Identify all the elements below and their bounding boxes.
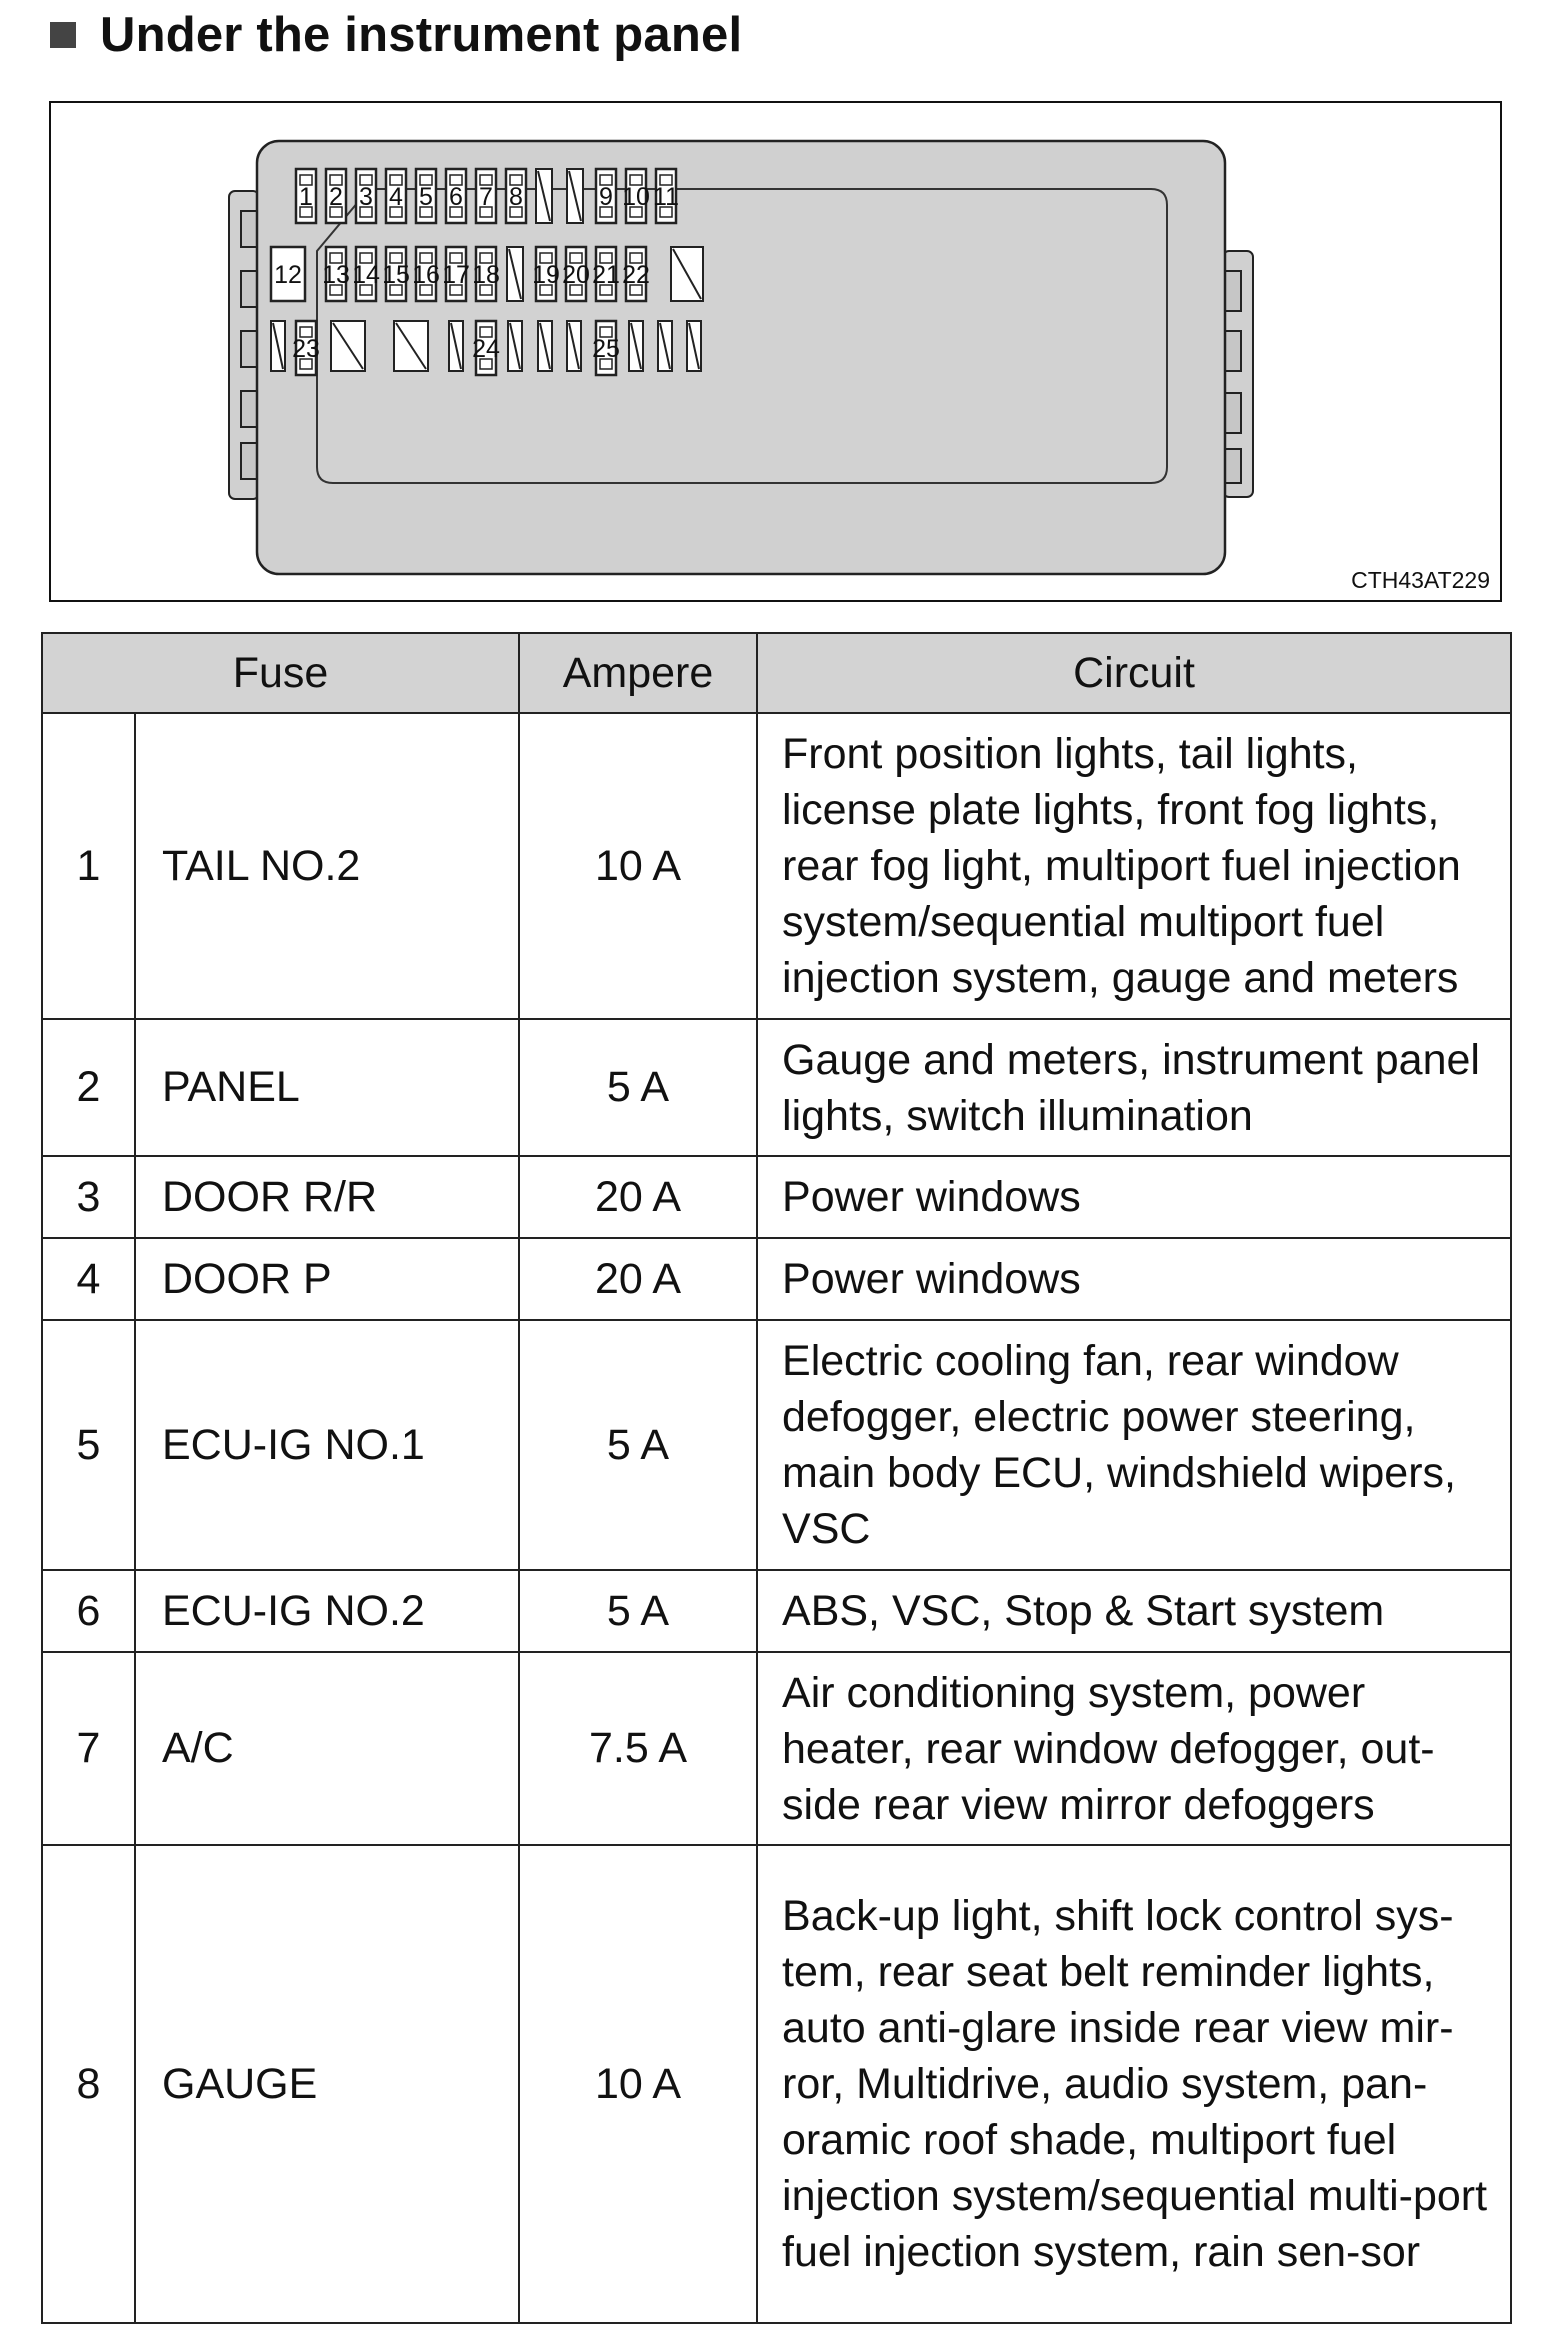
table-row <box>42 1238 1511 1320</box>
empty-slot <box>507 247 523 301</box>
fuse-label: 22 <box>622 261 650 289</box>
fuse-label: 12 <box>274 261 302 289</box>
fuse-label: 1 <box>299 183 313 211</box>
table-row <box>42 713 1511 1019</box>
section-title: Under the instrument panel <box>100 8 743 62</box>
fuse-circuit: Front position lights, tail lights, license plate lights, front fog lights, rear fog light, multiport fuel injection system/sequential multiport fuel injection system, gauge and meters <box>757 713 1511 1019</box>
fuse-box-inner-panel <box>317 189 1167 483</box>
empty-slot <box>449 321 463 371</box>
fuse-label: 15 <box>382 261 410 289</box>
empty-slot <box>536 169 552 223</box>
fuse-box-illustration <box>51 103 1500 600</box>
fuse-circuit: Power windows <box>757 1238 1511 1320</box>
fuse-name: ECU-IG NO.1 <box>135 1320 519 1570</box>
fuse-label: 25 <box>592 335 620 363</box>
fuse-circuit: Gauge and meters, instrument panel lights, switch illumination <box>757 1019 1511 1156</box>
table-row <box>42 1156 1511 1238</box>
fuse-number: 7 <box>42 1652 135 1845</box>
fuse-table <box>41 632 1512 2324</box>
fuse-label: 10 <box>622 183 650 211</box>
fuse-name: DOOR P <box>135 1238 519 1320</box>
fuse-box-diagram <box>49 101 1502 602</box>
header-circuit: Circuit <box>757 633 1511 713</box>
table-row <box>42 1845 1511 2323</box>
fuse-name: TAIL NO.2 <box>135 713 519 1019</box>
square-bullet-icon <box>50 22 76 48</box>
fuse-label: 8 <box>509 183 523 211</box>
fuse-label: 6 <box>449 183 463 211</box>
right-connector <box>1223 251 1253 497</box>
empty-slot <box>629 321 643 371</box>
fuse-ampere: 5 A <box>519 1019 757 1156</box>
fuse-number: 6 <box>42 1570 135 1652</box>
diagram-code: CTH43AT229 <box>1351 567 1490 593</box>
fuse-number: 3 <box>42 1156 135 1238</box>
empty-slot <box>567 321 581 371</box>
fuse-circuit: Power windows <box>757 1156 1511 1238</box>
fuse-ampere: 10 A <box>519 713 757 1019</box>
fuse-name: A/C <box>135 1652 519 1845</box>
fuse-label: 7 <box>479 183 493 211</box>
empty-slot <box>331 321 365 371</box>
fuse-label: 5 <box>419 183 433 211</box>
fuse-label: 24 <box>472 335 500 363</box>
fuse-ampere: 7.5 A <box>519 1652 757 1845</box>
fuse-label: 16 <box>412 261 440 289</box>
fuse-ampere: 20 A <box>519 1156 757 1238</box>
fuse-label: 14 <box>352 261 380 289</box>
fuse-ampere: 20 A <box>519 1238 757 1320</box>
header-fuse: Fuse <box>42 633 519 713</box>
fuse-label: 2 <box>329 183 343 211</box>
empty-slot <box>671 247 703 301</box>
fuse-label: 3 <box>359 183 373 211</box>
fuse-circuit: Air conditioning system, power heater, rear window defogger, out-side rear view mirror defoggers <box>757 1652 1511 1845</box>
fuse-name: ECU-IG NO.2 <box>135 1570 519 1652</box>
fuse-label: 20 <box>562 261 590 289</box>
table-row <box>42 1019 1511 1156</box>
table-header-row <box>42 633 1511 713</box>
table-row <box>42 1652 1511 1845</box>
fuse-ampere: 10 A <box>519 1845 757 2323</box>
header-ampere: Ampere <box>519 633 757 713</box>
section-heading <box>50 4 742 66</box>
fuse-label: 23 <box>292 335 320 363</box>
fuse-number: 8 <box>42 1845 135 2323</box>
left-connector <box>229 191 259 499</box>
fuse-circuit: Electric cooling fan, rear window defogger, electric power steering, main body ECU, windshield wipers, VSC <box>757 1320 1511 1570</box>
empty-slot <box>271 321 285 371</box>
fuse-label: 9 <box>599 183 613 211</box>
fuse-label: 13 <box>322 261 350 289</box>
fuse-number: 5 <box>42 1320 135 1570</box>
fuse-label: 19 <box>532 261 560 289</box>
table-row <box>42 1570 1511 1652</box>
fuse-number: 1 <box>42 713 135 1019</box>
table-row <box>42 1320 1511 1570</box>
empty-slot <box>508 321 522 371</box>
fuse-label: 21 <box>592 261 620 289</box>
fuse-label: 17 <box>442 261 470 289</box>
fuse-number: 2 <box>42 1019 135 1156</box>
empty-slot <box>658 321 672 371</box>
fuse-label: 11 <box>653 183 679 211</box>
fuse-name: DOOR R/R <box>135 1156 519 1238</box>
empty-slot <box>538 321 552 371</box>
fuse-label: 18 <box>472 261 500 289</box>
fuse-number: 4 <box>42 1238 135 1320</box>
fuse-name: GAUGE <box>135 1845 519 2323</box>
empty-slot <box>687 321 701 371</box>
fuse-ampere: 5 A <box>519 1570 757 1652</box>
fuse-circuit: Back-up light, shift lock control sys-tem, rear seat belt reminder lights, auto anti-glare inside rear view mir-ror, Multidrive, audio system, pan-oramic roof shade, multiport fuel injection system/sequential multi-port fuel injection system, rain sen-sor <box>757 1845 1511 2323</box>
empty-slot <box>567 169 583 223</box>
fuse-ampere: 5 A <box>519 1320 757 1570</box>
empty-slot <box>394 321 428 371</box>
fuse-label: 4 <box>389 183 403 211</box>
fuse-circuit: ABS, VSC, Stop & Start system <box>757 1570 1511 1652</box>
fuse-name: PANEL <box>135 1019 519 1156</box>
